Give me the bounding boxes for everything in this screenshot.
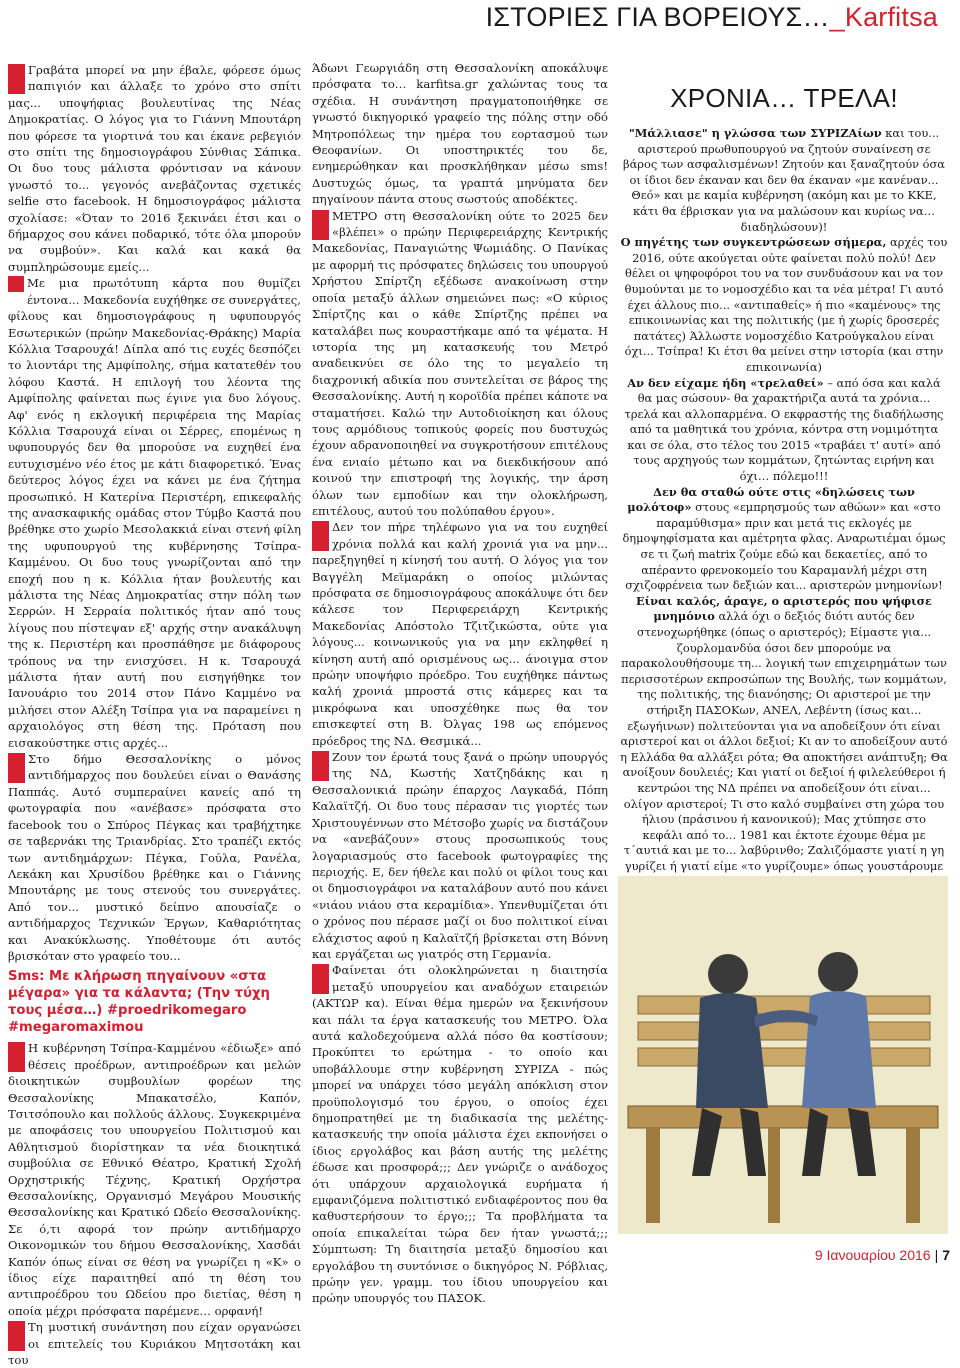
- red-square-bullet-icon: [8, 753, 25, 783]
- column2-p3-text: Δεν τον πήρε τηλέφωνο για να του ευχηθεί χρόνια πολλά και καλή χρονιά για να μην... παρεξηγηθεί η κίνησή του αυτή. Ο λόγος για τον Βαγγέλη Μεϊμαράκη ο οποίος μιλώντας πρόσφατα σε δημοσιογράφους αποκάλυψε ότι δεν κάλεσε τον Περιφερειάρχη Κεντρικής Μακεδονίας Απόστολο Τζιτζικώστα, ούτε για λόγους... κοινωνικούς για να μην εκληφθεί η κίνηση αυτή από ορισμένους ως... άνοιγμα στον πρώην υποψήφιο πρόεδρο. Του ευχήθηκε πάντως καλή χρονιά μπροστά στις κάμερες και τα μικρόφωνα και υποσχέθηκε πως θα τον επισκεφτεί στη Β. Όλγας 198 ως επόμενος πρόεδρος της ΝΔ. Θεσμικά...: [312, 520, 608, 748]
- bench-illustration: [618, 876, 948, 1234]
- red-square-bullet-icon: [312, 964, 329, 994]
- opinion-bold-lead: "Μάλλιασε" η γλώσσα των ΣΥΡΙΖΑίων: [628, 126, 882, 140]
- header-title-main: ΙΣΤΟΡΙΕΣ ΓΙΑ ΒΟΡΕΙΟΥΣ…: [485, 2, 830, 32]
- column1-paragraph: [8, 751, 301, 964]
- bench-illustration-svg: [618, 876, 948, 1234]
- opinion-title: ΧΡΟΝΙΑ… ΤΡΕΛΑ!: [670, 83, 898, 113]
- header-title-accent: _Karfitsa: [829, 2, 938, 32]
- column1-paragraph: [8, 1040, 301, 1319]
- page-header-title: [486, 2, 938, 33]
- opinion-text: στους «εμπρησμούς των αθώων» και «στο παραμύθισμα» πριν και μετά τις εκλογές με δημοψηφίσματα και αμέτρητα φλας. Αναρωτιέμαι όμως σε τι ζωή matrix ζούμε εδώ και δεκαετίες, από το απέραντο φρενοκομείο του Καραμανλή μέχρι στη σχιζοφρένεια των δεξιών και... αριστερών μνημονίων!: [622, 500, 946, 593]
- article-column-2: [312, 60, 608, 1307]
- opinion-bold-lead: Ο πηγέτης των συγκεντρώσεων σήμερα,: [620, 235, 887, 250]
- column2-paragraph: [312, 749, 608, 962]
- page-footer: [815, 1247, 950, 1263]
- column2-paragraph: [312, 519, 608, 749]
- opinion-text: και του... αριστερού πρωθυπουργού να ζητούν συναίνεση σε βάρος των ασφαλισμένων! Ζητούν και ξαναζητούν όσα οι ίδιοι δεν έκαναν και δεν θα έκαναν «με κανέναν... Θεό» και με καμία κυβέρνηση (ακόμη και με το ΚΚΕ, κάτι θα έβρισκαν για να μαλώσουν και κυρίως να… διαδηλώσουν)!: [622, 126, 945, 234]
- column2-paragraph: [312, 962, 608, 1307]
- column2-p2-text: ΜΕΤΡΟ στη Θεσσαλονίκη ούτε το 2025 δεν «βλέπει» ο πρώην Περιφερειάρχης Κεντρικής Μακεδονίας, Παναγιώτης Ψωμιάδης. Ο Πανίκας με αφορμή τις πρόσφατες δηλώσεις του υπουργού Χρήστου Σπίρτζη εξέδωσε ανακοίνωση στην οποία μεταξύ άλλων σημειώνει πως: «Ο κύριος Σπίρτζης και ο κάθε Σπίρτζης πρέπει να καταλάβει πως κουραστήκαμε από τα ψέματα. Η ιστορία της μη κατασκευής του Μετρό αναδεικνύει σε όλο της το μεγαλείο τη διαχρονική αδικία που συντελείται σε βάρος της Θεσσαλονίκης. Αυτή η κοροϊδία πρέπει κάποτε να σταματήσει. Καλώ την Αυτοδιοίκηση και όλους τους αρμόδιους τοπικούς φορείς που δυστυχώς έχουν αδρανοποιηθεί να συγκροτήσουν επιτέλους ένα ενιαίο μέτωπο και να διεκδικήσουν από κοινού την επιστροφή της λογικής, την άρση όλων των εμποδίων και την ολοκλήρωση, επιτέλους, αυτού του πολύπαθου έργου».: [312, 208, 608, 518]
- opinion-bold-lead: Είναι καλός, άραγε, ο αριστερός που ψήφισε μνημόνιο: [635, 593, 932, 624]
- opinion-text: αρχές του 2016, ούτε ακούγεται ούτε φαίνεται πολύ πολύ! Δεν θέλει οι ψηφοφόροι του να τον συνδυάσουν και να τον θυμούνται με το νομοσχέδιο και τα νέα μέτρα! Γι αυτό έχει άλλους πιο... «αντιπαθείς» ή πιο «καμένους» της επικοινωνίας και της πολιτικής (με ή χωρίς δροσερές πατάτες) Άλλωστε νομοσχέδιο Κατρούγκαλου είναι όχι... Τσίπρα! Κι έτσι θα μείνει στην ιστορία (και στην επικοινωνία): [624, 235, 948, 374]
- red-square-bullet-icon: [8, 1042, 25, 1072]
- opinion-bold-lead: Αν δεν είχαμε ήδη «τρελαθεί»: [627, 375, 824, 390]
- column1-p5-text: Τη μυστική συνάντηση που είχαν οργανώσει οι επιτελείς του Κυριάκου Μητσοτάκη και του: [8, 1320, 301, 1368]
- red-square-bullet-icon: [312, 751, 329, 781]
- opinion-text: – από όσα και καλά θα μας σώσουν- θα χαρακτήριζα αυτά τα χρόνια... τρελά και αλλοπαρμένα. Ο εκφραστής της διαδήλωσης από τα μαθητικά του χρόνια, κόντρα στη νομιμότητα και σε όλα, στο τέλος του 2015 «τραβάει τ' αυτί» από τους αρχηγούς των κομμάτων, ζητώντας ειρήνη και όχι… πόλεμο!!!: [624, 375, 944, 484]
- red-square-bullet-icon: [312, 210, 329, 240]
- red-square-bullet-icon: [312, 521, 329, 551]
- page-number: 7: [942, 1247, 950, 1263]
- column1-p1-text: Γραβάτα μπορεί να μην έβαλε, φόρεσε όμως παπιγιόν και άλλαξε το χρόνο στο σπίτι μας... υποψήφιας βουλευτίνας της Νέας Δημοκρατίας. Ο λόγος για το Γιάννη Μπουτάρη που φόρεσε τα γιορτινά του και έκανε ρεβεγιόν στο σπίτι της δημοσιογράφου Σύνθιας Σάπικα. Οι δυο τους μάλιστα φρόντισαν να κάνουν γνωστό το... γεγονός ανεβάζοντας σχετικές selfie στο facebook. Η δημοσιογράφος μάλιστα σχολίασε: «Όταν το 2016 ξεκινάει έτσι και ο δήμαρχος σου κάνει ποδαρικό, τότε όλα μπορούν να συμβούν». Και καλά και κακά θα συμπληρώσουμε εμείς...: [8, 63, 301, 274]
- footer-separator: |: [934, 1247, 939, 1263]
- opinion-text: αλλά όχι ο δεξιός διότι αυτός δεν στενοχωρήθηκε (όπως ο αριστερός); Είμαστε για... ζουρλομανδύα όσοι δεν μπορούμε να παρακολουθήσουμε τη... λογική των επιχειρημάτων των περισσοτέρων εκπροσώπων της Βουλής, των κομμάτων, της πολιτικής, της διανόησης; Οι αριστεροί με την στήριξη ΠΑΣΟΚων, ΑΝΕΛ, Λεβέντη (ίσως και... εξωγήινων) πολιτεύονται για να αποδείξουν ότι είναι αριστεροί και οι άλλοι δεξιοί; Κι αν το αποδείξουν αυτό η Ελλάδα θα αλλάξει ρότα; Θα αποκτήσει ανάπτυξη; Θα ανοίξουν δουλειές; Και γιατί οι δεξιοί ή φιλελεύθεροι ή κεντρώοι της ΝΔ πρέπει να αποδείξουν ότι είναι... ολίγον αριστεροί; Τι στο καλό συμβαίνει στη χώρα του ήλιου (πράσινου ή κανονικού); Μας χτύπησε στο κεφάλι από το... 1981 και έκτοτε έχουμε θέμα με τ΄αυτιά και με το... λαβύρινθο; Ζαλιζόμαστε γιατί η γη γυρίζει ή γιατί είμε «το γυρίζουμε» όπως γουστάρουμε: [620, 609, 948, 873]
- column2-p1-text: Άδωνι Γεωργιάδη στη Θεσσαλονίκη αποκάλυψε πρόσφατα το… karfitsa.gr χαλώντας τους τα σχέδια. Η συνάντηση πραγματοποιήθηκε σε γνωστό δικηγορικό γραφείο της πόλης στην οδό Μητροπόλεως την ημέρα του εορτασμού των Θεοφανίων. Οι υποστηρικτές του δε, ενημερώθηκαν και προσκλήθηκαν μέσω sms! Δυστυχώς όμως, τα γραπτά μηνύματα δεν πηγαίνουν πάντα στους σωστούς αποδέκτες.: [312, 61, 608, 207]
- opinion-bold-lead: Δεν θα σταθώ ούτε στις «δηλώσεις των μολότοφ»: [627, 484, 915, 515]
- column2-paragraph: [312, 208, 608, 520]
- sms-headline: Sms: Με κλήρωση πηγαίνουν «στα μέγαρα» για τα κάλαντα; (Την τύχη τους μέσα…) #proedrikomegaro #megaromaximou: [8, 969, 270, 1036]
- column1-p3-text: Στο δήμο Θεσσαλονίκης ο μόνος αντιδήμαρχος που δουλεύει είναι ο Θανάσης Παππάς. Αυτό συμπεραίνει κανείς από τη φωτογραφία που «ανέβασε» πρόσφατα στο facebook του ο Σπύρος Πέγκας και τραβήχτηκε σε ταβερνάκι της Τριανδρίας. Στο τραπέζι εκτός των αντιδημάρχων: Πέγκα, Γούλα, Ρανέλα, Λεκάκη και Χρυσίδου βρέθηκε και ο Γιάννης Μπουτάρης με τους στενούς του συνεργάτες. Από τον... μυστικό δείπνο απουσίαζε ο αντιδήμαρχος Τεχνικών Έργων, Καθαριότητας και Ανακύκλωσης. Υποθέτουμε ότι αυτός βρισκόταν στο γραφείο του...: [8, 752, 301, 963]
- article-column-1: [8, 62, 301, 1368]
- red-square-bullet-icon: [8, 276, 24, 292]
- red-square-bullet-icon: [8, 64, 25, 94]
- column1-paragraph: [8, 62, 301, 275]
- column2-p4-text: Ζουν τον έρωτά τους ξανά ο πρώην υπουργός της ΝΔ, Κωστής Χατζηδάκης και η Θεσσαλονικιά πρώην έπαρχος Λαγκαδά, Πόπη Καλαϊτζή. Οι δυο τους πέρασαν τις γιορτές των Χριστουγέννων στο Μέτσοβο χωρίς να διστάζουν να «ανεβάζουν» στους προσωπικούς τους λογαριασμούς στο facebook φωτογραφίες της περιοχής. Ε, δεν ήθελε και πολύ οι φίλοι τους και οι δημοσιογράφοι να καταλάβουν αυτό που κάνει «νιάου νιάου στα κεραμίδια». Υπενθυμίζεται ότι ο χρόνος που πέρασε μαζί οι δυο πολιτικοί είναι ελάχιστος αφού η Καλαϊτζή βρίσκεται στη Βόννη και εργάζεται ως γιατρός στη Γερμανία.: [312, 750, 608, 961]
- column1-p4-text: Η κυβέρνηση Τσίπρα-Καμμένου «έδιωξε» από θέσεις προέδρων, αντιπροέδρων και μελών διοικητικών συμβουλίων φορέων της Θεσσαλονίκης Μπακατσέλο, Καπόν, Τσιτσόπουλο και πολλούς άλλους. Συγκεκριμένα με αποφάσεις του υπουργείου Πολιτισμού και Αθλητισμού διορίστηκαν τα νέα διοικητικά συμβούλια σε Εθνικό Θέατρο, Κρατική Σχολή Ορχηστρικής Τέχνης, Κρατική Ορχήστρα Θεσσαλονίκης, Οργανισμό Μεγάρου Μουσικής Θεσσαλονίκης και Κρατικό Ωδείο Θεσσαλονίκης. Σε ό,τι αφορά τον πρώην αντιδήμαρχο Οικονομικών του δήμου Θεσσαλονίκης, Χασδάι Καπόν όπως είναι σε θέση να γνωρίζει η «Κ» ο ίδιος είχε παραιτηθεί από τη θέση του αντιπροέδρου του Ωδείου προ διετίας, θέση η οποία μέχρι πρόσφατα παρέμενε… ορφανή!: [8, 1041, 301, 1318]
- red-square-bullet-icon: [8, 1321, 25, 1351]
- column2-p5-text: Φαίνεται ότι ολοκληρώνεται η διαιτησία μεταξύ υπουργείου και αναδόχων εταιρειών (ΑΚΤΩΡ κα). Είναι θέμα ημερών να ξεκινήσουν και πάλι τα έργα κατασκευής του ΜΕΤΡΟ. Όλα αυτά καλοδεχούμενα αλλά πόσο θα κοστίσουν; Προκύπτει το ερώτημα - το οποίο και υποβάλλουμε στην κυβέρνηση ΣΥΡΙΖΑ - πώς μπορεί να υπάρχει τόσο μεγάλη απόκλιση στον προϋπολογισμό του έργου, ο οποίος έχει δημοπρατηθεί με τη διαδικασία της μελέτης-κατασκευής την οποία μάλιστα έχει εκπονήσει ο ίδιος εργολάβος και βάση αυτής της μελέτης έδωσε και προσφορά;;; Δεν γνώριζε ο ανάδοχος ότι υπάρχουν αρχαιολογικά ευρήματα ή εμφανιζόμενα πολιτιστικό ενδιαφέροντος που θα καθυστερήσουν το έργο;;; Τα προβλήματα τα οποία επικαλείται τώρα δεν ήταν γνωστά;;; Σύμπτωση: Τη διαιτησία μεταξύ δημοσίου και εργολάβου τη συντόνισε ο δικηγόρος Ν. Ρόβλιας, πρώην γεν. γραμμ. του ίδιου υπουργείου και πρώην υπουργός του ΠΑΣΟΚ.: [312, 963, 608, 1306]
- column1-p2-text: Με μια πρωτότυπη κάρτα που θυμίζει έντονα... Μακεδονία ευχήθηκε σε συνεργάτες, φίλους και δημοσιογράφους η υφυπουργός Εσωτερικών (πρώην Μακεδονίας-Θράκης) Μαρία Κόλλια Τσαρουχά! Δίπλα από τις ευχές δεσπόζει το λιοντάρι της Αμφίπολης, σήμα κατατεθέν του λόφου Καστά. Η επιλογή του λέοντα της Αμφίπολης φαίνεται πως έγινε για δυο λόγους. Αφ' ενός η εκλογική περιφέρεια της Μαρίας Κόλλια Τσαρουχά είναι οι Σέρρες, επομένως η υφυπουργός δεν θα μπορούσε να ευχηθεί ένα ευτυχισμένο νέο έτος με κάτι διαφορετικό. Ένας δεύτερος λόγος έχει να κάνει με ένα ζήτημα προσωπικό. Η Κατερίνα Περιστέρη, επικεφαλής της ανασκαφικής ομάδας στον Τύμβο Καστά που βρέθηκε στο χωρίο Μεσολακκιά είναι στενή φίλη της υφυπουργού της κυβέρνησης Τσίπρα-Καμμένου. Οι δυο τους γνωρίζονται από την εποχή που η κ. Κόλλια ήταν βουλευτής και μάλιστα της Νέας Δημοκρατίας στην πόλη των Σερρών. Η Σερραία πολιτικός ήταν από τους λίγους που πίστεψαν εξ' αρχής στην ανακάλυψη της κ. Περιστέρη και προσπάθησε με διάφορους τρόπους να την ενισχύσει. Η κ. Τσαρουχά μάλιστα ήταν αυτή που εισηγήθηκε τον Ιανουάριο του 2014 στον Πάνο Καμμένο να μιλήσει στον Αλέξη Τσίπρα για να παραμείνει η αρχαιολόγος στη θέση της. Πρόταση που εισακούστηκε στις αρχές...: [8, 276, 301, 750]
- column2-paragraph: [312, 60, 608, 208]
- column1-paragraph: [8, 1319, 301, 1368]
- footer-date: 9 Ιανουαρίου 2016: [814, 1247, 931, 1263]
- column1-paragraph: [8, 275, 301, 751]
